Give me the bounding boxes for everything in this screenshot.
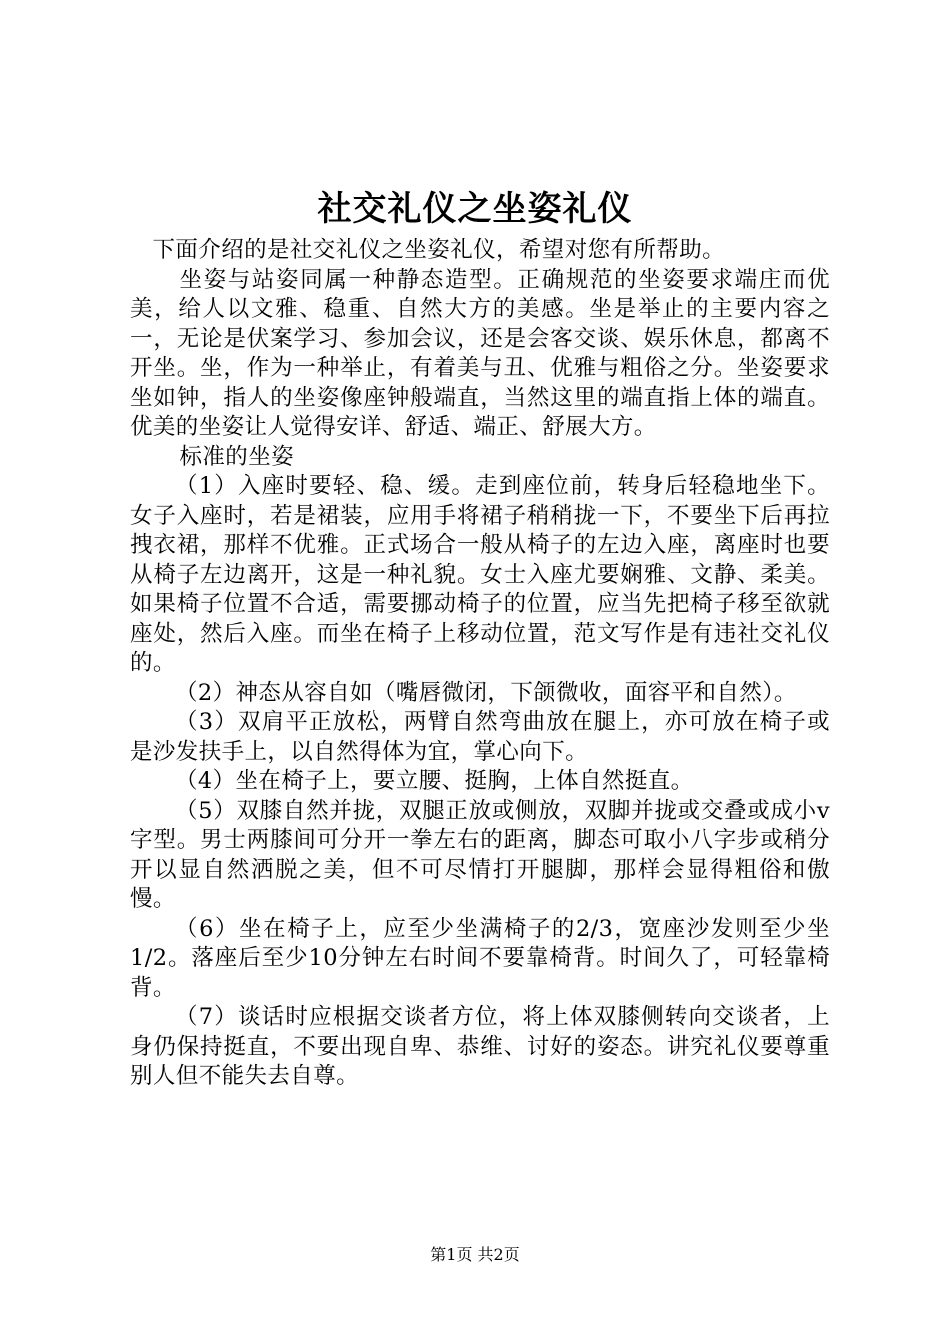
- list-item: （6）坐在椅子上，应至少坐满椅子的2/3，宽座沙发则至少坐1/2。落座后至少10分钟左右时间不要靠椅背。时间久了，可轻靠椅背。: [130, 915, 830, 1001]
- list-item: （2）神态从容自如（嘴唇微闭，下颌微收，面容平和自然）。: [175, 679, 797, 706]
- document-body: [130, 236, 830, 1092]
- list-item: （1）入座时要轻、稳、缓。走到座位前，转身后轻稳地坐下。女子入座时，若是裙装，应用手将裙子稍稍拢一下，不要坐下后再拉拽衣裙，那样不优雅。正式场合一般从椅子的左边入座，离座时也要从椅子左边离开，这是一种礼貌。女士入座尤要娴雅、文静、柔美。如果椅子位置不合适，需要挪动椅子的位置，应当先把椅子移至欲就座处，然后入座。而坐在椅子上移动位置，范文写作是有违社交礼仪的。: [130, 473, 830, 676]
- intro-paragraph: 下面介绍的是社交礼仪之坐姿礼仪，希望对您有所帮助。: [152, 237, 726, 263]
- page-number-footer: 第1页 共2页: [430, 1245, 520, 1264]
- list-item: （3）双肩平正放松，两臂自然弯曲放在腿上，亦可放在椅子或是沙发扶手上，以自然得体为宜，掌心向下。: [130, 709, 830, 765]
- list-item: （5）双膝自然并拢，双腿正放或侧放，双脚并拢或交叠或成小v字型。男士两膝间可分开一拳左右的距离，脚态可取小八字步或稍分开以显自然洒脱之美，但不可尽情打开腿脚，那样会显得粗俗和傲慢。: [130, 797, 830, 912]
- list-item: （4）坐在椅子上，要立腰、挺胸，上体自然挺直。: [175, 768, 694, 794]
- body-paragraph: 坐姿与站姿同属一种静态造型。正确规范的坐姿要求端庄而优美，给人以文雅、稳重、自然大方的美感。坐是举止的主要内容之一，无论是伏案学习、参加会议，还是会客交谈、娱乐休息，都离不开坐。坐，作为一种举止，有着美与丑、优雅与粗俗之分。坐姿要求坐如钟，指人的坐姿像座钟般端直，当然这里的端直指上体的端直。优美的坐姿让人觉得安详、舒适、端正、舒展大方。: [130, 266, 830, 440]
- document-title: 社交礼仪之坐姿礼仪: [317, 189, 633, 229]
- section-heading: 标准的坐姿: [179, 443, 295, 470]
- list-item: （7）谈话时应根据交谈者方位，将上体双膝侧转向交谈者，上身仍保持挺直，不要出现自卑、恭维、讨好的姿态。讲究礼仪要尊重别人但不能失去自尊。: [130, 1004, 830, 1089]
